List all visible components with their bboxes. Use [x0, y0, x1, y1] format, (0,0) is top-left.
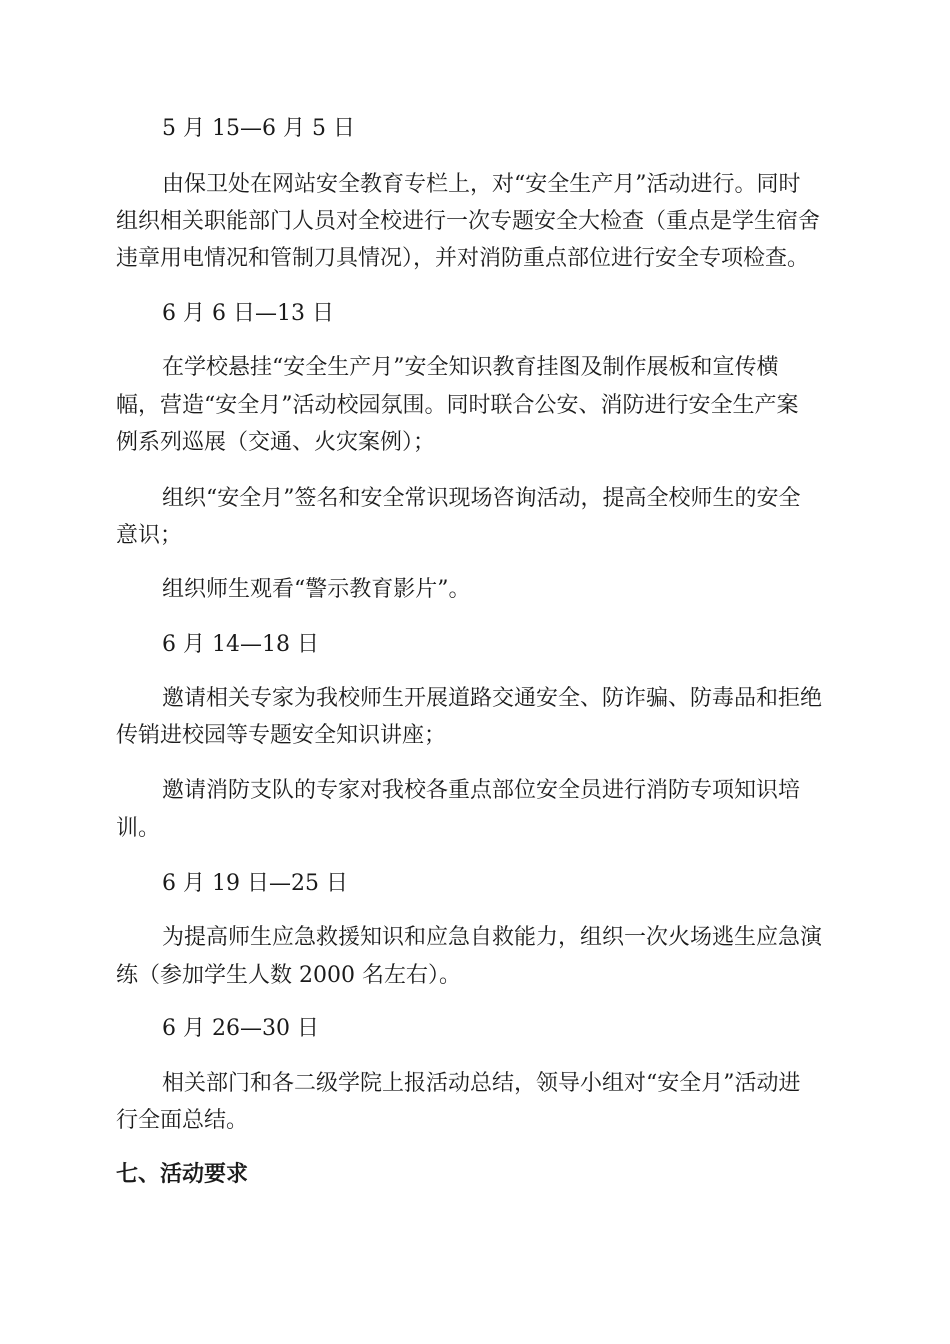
paragraph-line: 违章用电情况和管制刀具情况），并对消防重点部位进行安全专项检查。	[116, 246, 810, 271]
paragraph-line: 行全面总结。	[116, 1108, 249, 1133]
paragraph-line: 相关部门和各二级学院上报活动总结，领导小组对“安全月”活动进	[162, 1071, 801, 1096]
schedule-date: 6 月 6 日—13 日	[162, 301, 334, 326]
paragraph-line: 幅，营造“安全月”活动校园氛围。同时联合公安、消防进行安全生产案	[116, 393, 799, 418]
schedule-date: 6 月 26—30 日	[162, 1016, 319, 1041]
schedule-date: 6 月 19 日—25 日	[162, 871, 348, 896]
paragraph-line: 邀请相关专家为我校师生开展道路交通安全、防诈骗、防毒品和拒绝	[162, 686, 823, 711]
paragraph-line: 意识；	[116, 523, 183, 548]
schedule-date: 6 月 14—18 日	[162, 632, 319, 657]
paragraph-line: 邀请消防支队的专家对我校各重点部位安全员进行消防专项知识培	[162, 778, 801, 803]
paragraph-line: 练（参加学生人数 2000 名左右）。	[116, 963, 461, 988]
paragraph-line: 组织相关职能部门人员对全校进行一次专题安全大检查（重点是学生宿舍	[116, 209, 821, 234]
paragraph-line: 传销进校园等专题安全知识讲座；	[116, 723, 447, 748]
paragraph-line: 组织“安全月”签名和安全常识现场咨询活动，提高全校师生的安全	[162, 486, 801, 511]
paragraph-line: 在学校悬挂“安全生产月”安全知识教育挂图及制作展板和宣传横	[162, 355, 779, 380]
paragraph-line: 组织师生观看“警示教育影片”。	[162, 577, 471, 602]
schedule-date: 5 月 15—6 月 5 日	[162, 116, 355, 141]
paragraph-line: 由保卫处在网站安全教育专栏上，对“安全生产月”活动进行。同时	[162, 172, 801, 197]
paragraph-line: 为提高师生应急救援知识和应急自救能力，组织一次火场逃生应急演	[162, 925, 823, 950]
paragraph-line: 训。	[116, 816, 161, 841]
section-heading: 七、活动要求	[116, 1162, 249, 1187]
paragraph-line: 例系列巡展（交通、火灾案例）；	[116, 430, 436, 455]
